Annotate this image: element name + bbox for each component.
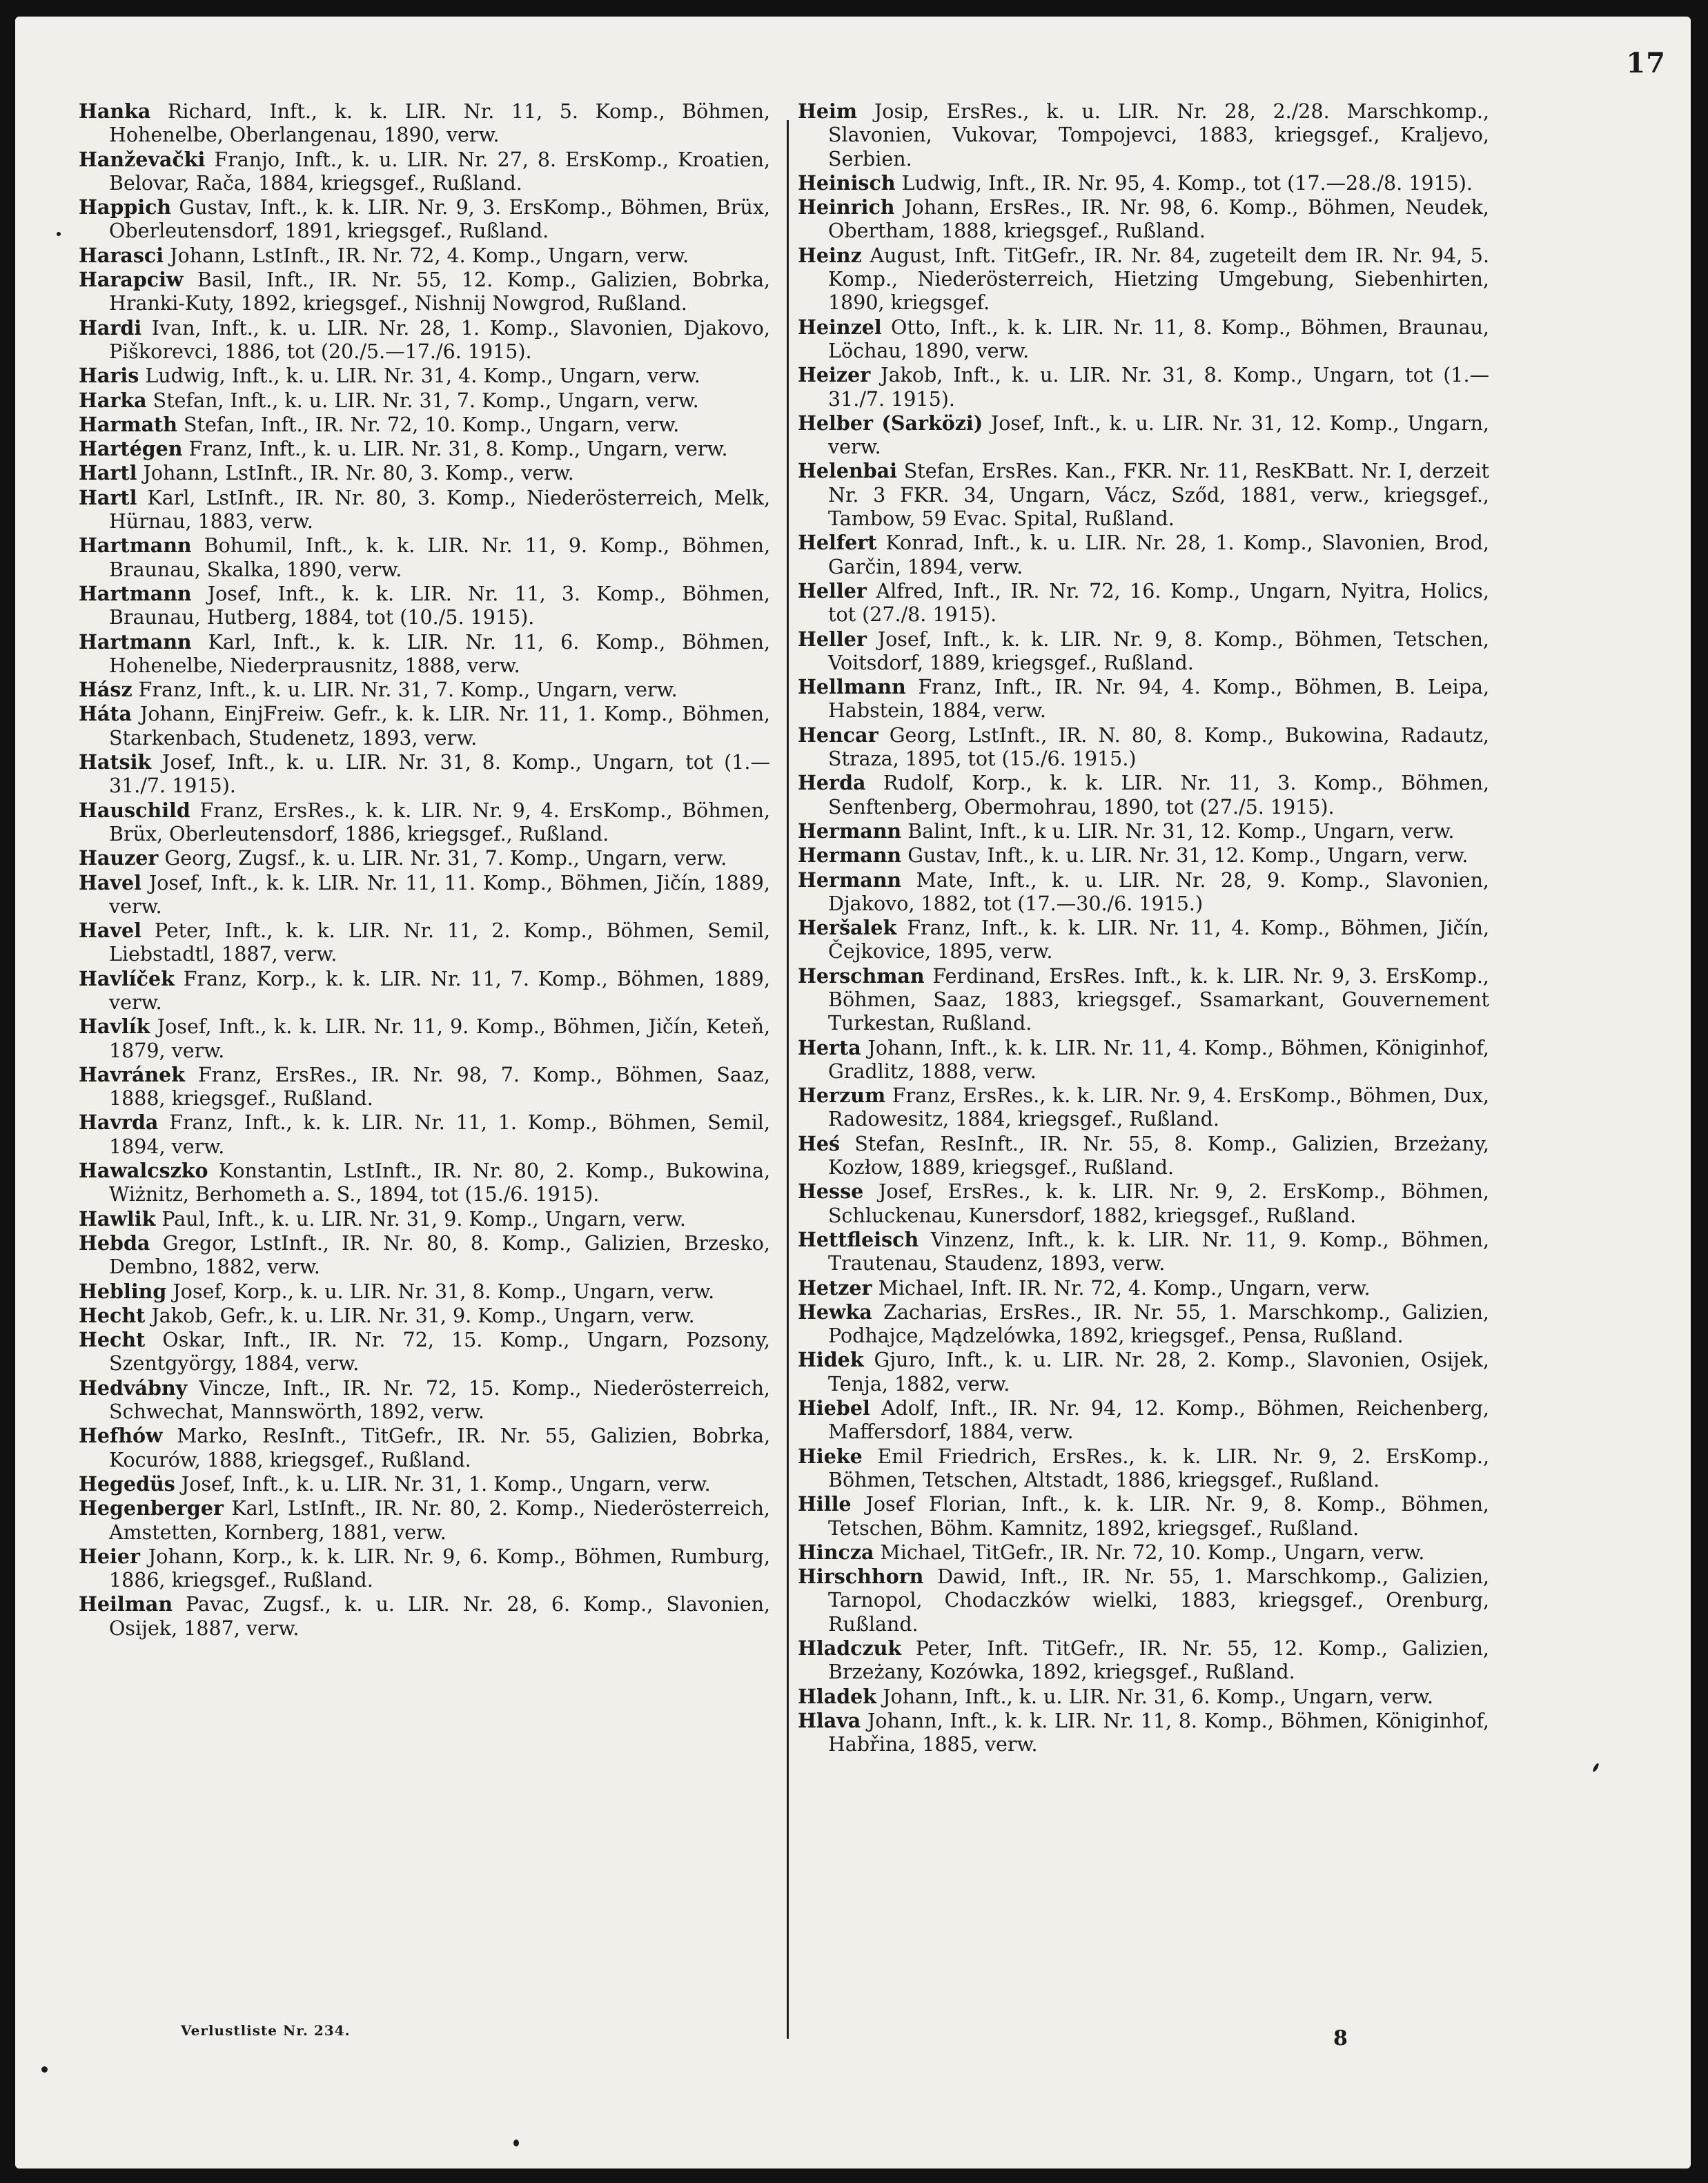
- surname: Hille: [798, 1492, 852, 1516]
- casualty-entry: [798, 1179, 1489, 1228]
- casualty-entry: [79, 389, 770, 413]
- casualty-entry: [79, 413, 770, 437]
- casualty-entry: [79, 1110, 770, 1159]
- entry-details: Ferdinand, ErsRes. Inft., k. k. LIR. Nr. 9, 3. ErsKomp., Böhmen, Saaz, 1883, kriegsgef., Ssamarkant, Gouvernement Turkestan, Rußland.: [828, 964, 1489, 1035]
- entry-details: Stefan, Inft., k. u. LIR. Nr. 31, 7. Komp., Ungarn, verw.: [146, 389, 699, 412]
- casualty-entry: [79, 1207, 770, 1231]
- surname: Harasci: [79, 243, 164, 267]
- casualty-entry: [798, 1445, 1489, 1493]
- casualty-entry: [798, 99, 1489, 171]
- entry-details: Karl, Inft., k. k. LIR. Nr. 11, 6. Komp., Böhmen, Hohenelbe, Niederprausnitz, 1888, verw.: [109, 630, 770, 677]
- entry-details: Franz, Inft., IR. Nr. 94, 4. Komp., Böhmen, B. Leipa, Habstein, 1884, verw.: [828, 676, 1489, 723]
- surname: Hawlik: [79, 1206, 156, 1231]
- surname: Hartl: [79, 485, 137, 509]
- entry-details: Gregor, LstInft., IR. Nr. 80, 8. Komp., Galizien, Brzesko, Dembno, 1882, verw.: [109, 1231, 770, 1279]
- casualty-entry: [798, 1709, 1489, 1757]
- entry-details: Bohumil, Inft., k. k. LIR. Nr. 11, 9. Komp., Böhmen, Braunau, Skalka, 1890, verw.: [109, 534, 770, 581]
- surname: Heller: [798, 578, 867, 603]
- casualty-entry: [798, 1348, 1489, 1396]
- entry-details: Konrad, Inft., k. u. LIR. Nr. 28, 1. Komp., Slavonien, Brod, Garčin, 1894, verw.: [828, 531, 1489, 578]
- entry-details: Franz, Inft., k. k. LIR. Nr. 11, 4. Komp., Böhmen, Jičín, Čejkovice, 1895, verw.: [828, 917, 1489, 963]
- entry-details: Josef, Inft., k. u. LIR. Nr. 31, 8. Komp., Ungarn, tot (1.—31./7. 1915).: [109, 751, 770, 798]
- page-number: 17: [1626, 47, 1666, 79]
- casualty-entry: [798, 1492, 1489, 1540]
- casualty-entry: [798, 819, 1489, 843]
- casualty-entry: [79, 148, 770, 196]
- entry-details: Gustav, Inft., k. k. LIR. Nr. 9, 3. ErsKomp., Böhmen, Brüx, Oberleutensdorf, 1891, kriegsgef., Rußland.: [109, 196, 770, 243]
- surname: Harmath: [79, 412, 177, 436]
- entry-details: Peter, Inft. TitGefr., IR. Nr. 55, 12. Komp., Galizien, Brzeżany, Kozówka, 1892, kriegsgef., Rußland.: [828, 1637, 1489, 1684]
- column-divider: [787, 120, 789, 2039]
- entry-details: Ludwig, Inft., k. u. LIR. Nr. 31, 4. Komp., Ungarn, verw.: [139, 364, 700, 388]
- surname: Hermann: [798, 868, 902, 892]
- entry-details: Stefan, ErsRes. Kan., FKR. Nr. 11, ResKBatt. Nr. I, derzeit Nr. 3 FKR. 34, Ungarn, Vácz, Sződ, 1881, verw., kriegsgef., Tambow, 59 Evac. Spital, Rußland.: [828, 460, 1489, 531]
- casualty-entry: [798, 916, 1489, 964]
- surname: Hermann: [798, 843, 902, 868]
- surname: Haris: [79, 364, 139, 388]
- entry-details: Dawid, Inft., IR. Nr. 55, 1. Marschkomp., Galizien, Tarnopol, Chodaczków wielki, 1883, kriegsgef., Orenburg, Rußland.: [828, 1565, 1489, 1636]
- casualty-entry: [79, 1424, 770, 1472]
- surname: Hencar: [798, 723, 878, 747]
- entry-details: Otto, Inft., k. k. LIR. Nr. 11, 8. Komp., Böhmen, Braunau, Löchau, 1890, verw.: [828, 315, 1489, 362]
- entry-details: Emil Friedrich, ErsRes., k. k. LIR. Nr. 9, 2. ErsKomp., Böhmen, Tetschen, Altstadt, 1886, kriegsgef., Rußland.: [828, 1445, 1489, 1491]
- surname: Hecht: [79, 1303, 146, 1327]
- surname: Helenbai: [798, 459, 897, 483]
- entry-details: Josef, ErsRes., k. k. LIR. Nr. 9, 2. ErsKomp., Böhmen, Schluckenau, Kunersdorf, 1882, kriegsgef., Rußland.: [828, 1180, 1489, 1227]
- entry-details: Stefan, ResInft., IR. Nr. 55, 8. Komp., Galizien, Brzeżany, Kozłow, 1889, kriegsgef., Rußland.: [828, 1132, 1489, 1179]
- surname: Heinzel: [798, 315, 882, 339]
- casualty-entry: [79, 1376, 770, 1425]
- surname: Herschman: [798, 963, 925, 988]
- entry-details: Georg, LstInft., IR. N. 80, 8. Komp., Bukowina, Radautz, Straza, 1895, tot (15./6. 1915.): [828, 723, 1489, 771]
- surname: Harka: [79, 388, 147, 412]
- casualty-entry: [79, 1496, 770, 1545]
- casualty-entry: [79, 1231, 770, 1280]
- casualty-entry: [798, 1300, 1489, 1349]
- surname: Hincza: [798, 1540, 874, 1564]
- entry-details: Michael, Inft. IR. Nr. 72, 4. Komp., Ungarn, verw.: [872, 1276, 1371, 1300]
- entry-details: Franz, Inft., k. k. LIR. Nr. 11, 1. Komp., Böhmen, Semil, 1894, verw.: [109, 1111, 770, 1158]
- right-column: [798, 99, 1489, 1756]
- entry-details: Balint, Inft., k u. LIR. Nr. 31, 12. Komp., Ungarn, verw.: [901, 819, 1455, 843]
- entry-details: Vinzenz, Inft., k. k. LIR. Nr. 11, 9. Komp., Böhmen, Trautenau, Staudenz, 1893, verw.: [828, 1228, 1489, 1275]
- casualty-entry: [79, 1063, 770, 1111]
- entry-details: Josef Florian, Inft., k. k. LIR. Nr. 9, 8. Komp., Böhmen, Tetschen, Böhm. Kamnitz, 1892, kriegsgef., Rußland.: [828, 1493, 1489, 1540]
- surname: Hauschild: [79, 798, 190, 822]
- casualty-entry: [798, 1084, 1489, 1132]
- entry-details: Johann, Inft., k. k. LIR. Nr. 11, 8. Komp., Böhmen, Königinhof, Habřina, 1885, verw.: [828, 1709, 1489, 1756]
- entry-details: Johann, Inft., k. u. LIR. Nr. 31, 6. Komp., Ungarn, verw.: [876, 1685, 1433, 1708]
- entry-details: Oskar, Inft., IR. Nr. 72, 15. Komp., Ungarn, Pozsony, Szentgyörgy, 1884, verw.: [109, 1329, 770, 1376]
- surname: Heilman: [79, 1592, 173, 1616]
- casualty-entry: [79, 486, 770, 534]
- entry-details: Ludwig, Inft., IR. Nr. 95, 4. Komp., tot (17.—28./8. 1915).: [895, 171, 1473, 195]
- casualty-entry: [79, 244, 770, 268]
- casualty-entry: [798, 1276, 1489, 1300]
- surname: Hartmann: [79, 533, 192, 558]
- entry-details: Josef, Inft., k. u. LIR. Nr. 31, 1. Komp., Ungarn, verw.: [175, 1472, 711, 1496]
- surname: Hetzer: [798, 1275, 872, 1300]
- surname: Hidek: [798, 1348, 864, 1372]
- entry-details: Franz, ErsRes., k. k. LIR. Nr. 9, 4. ErsKomp., Böhmen, Brüx, Oberleutensdorf, 1886, kriegsgef., Rußland.: [109, 799, 770, 845]
- entry-details: Josef, Inft., k. k. LIR. Nr. 11, 9. Komp., Böhmen, Jičín, Keteň, 1879, verw.: [109, 1015, 770, 1062]
- casualty-entry: [79, 1592, 770, 1641]
- surname: Hartmann: [79, 629, 192, 654]
- column-end-mark: 8: [1333, 2026, 1348, 2050]
- entry-details: Stefan, Inft., IR. Nr. 72, 10. Komp., Ungarn, verw.: [177, 413, 680, 436]
- entry-details: Karl, LstInft., IR. Nr. 80, 3. Komp., Niederösterreich, Melk, Hürnau, 1883, verw.: [109, 486, 770, 533]
- surname: Hardi: [79, 315, 142, 340]
- casualty-entry: [79, 678, 770, 702]
- surname: Hatsik: [79, 750, 152, 774]
- casualty-entry: [79, 630, 770, 678]
- casualty-entry: [79, 750, 770, 799]
- casualty-entry: [79, 1304, 770, 1328]
- casualty-entry: [798, 1396, 1489, 1445]
- surname: Hegedüs: [79, 1471, 175, 1496]
- entry-details: Michael, TitGefr., IR. Nr. 72, 10. Komp., Ungarn, verw.: [874, 1540, 1425, 1564]
- casualty-entry: [79, 871, 770, 919]
- surname: Hebda: [79, 1231, 150, 1255]
- casualty-entry: [798, 315, 1489, 364]
- ink-speck: [41, 2066, 48, 2073]
- casualty-entry: [798, 843, 1489, 868]
- surname: Heś: [798, 1131, 841, 1155]
- surname: Hermann: [798, 819, 902, 843]
- entry-details: Josef, Inft., k. k. LIR. Nr. 9, 8. Komp., Böhmen, Tetschen, Voitsdorf, 1889, kriegsgef., Rußland.: [828, 627, 1489, 674]
- casualty-entry: [79, 702, 770, 750]
- surname: Hartégen: [79, 437, 183, 461]
- casualty-entry: [79, 1472, 770, 1496]
- entry-details: Pavac, Zugsf., k. u. LIR. Nr. 28, 6. Komp., Slavonien, Osijek, 1887, verw.: [109, 1593, 770, 1640]
- surname: Havlík: [79, 1015, 150, 1039]
- entry-details: Josip, ErsRes., k. u. LIR. Nr. 28, 2./28. Marschkomp., Slavonien, Vukovar, Tompojevci, 1883, kriegsgef., Kraljevo, Serbien.: [828, 100, 1489, 170]
- casualty-entry: [798, 171, 1489, 195]
- surname: Havlíček: [79, 966, 175, 990]
- entry-details: Josef, Korp., k. u. LIR. Nr. 31, 8. Komp., Ungarn, verw.: [166, 1280, 715, 1303]
- casualty-entry: [798, 1036, 1489, 1084]
- entry-details: Gjuro, Inft., k. u. LIR. Nr. 28, 2. Komp., Slavonien, Osijek, Tenja, 1882, verw.: [828, 1349, 1489, 1396]
- ink-speck: [513, 2140, 519, 2146]
- surname: Havel: [79, 919, 141, 943]
- entry-details: Konstantin, LstInft., IR. Nr. 80, 2. Komp., Bukowina, Wiżnitz, Berhometh a. S., 1894, tot (15./6. 1915).: [109, 1159, 770, 1206]
- entry-details: Josef, Inft., k. k. LIR. Nr. 11, 11. Komp., Böhmen, Jičín, 1889, verw.: [109, 871, 770, 918]
- casualty-entry: [79, 919, 770, 967]
- surname: Havránek: [79, 1062, 186, 1086]
- surname: Herta: [798, 1035, 861, 1059]
- surname: Hanka: [79, 99, 151, 123]
- entry-details: Ivan, Inft., k. u. LIR. Nr. 28, 1. Komp., Slavonien, Djakovo, Piškorevci, 1886, tot (20./5.—17./6. 1915).: [109, 316, 770, 363]
- entry-details: Richard, Inft., k. k. LIR. Nr. 11, 5. Komp., Böhmen, Hohenelbe, Oberlangenau, 1890, verw.: [109, 100, 770, 147]
- casualty-entry: [79, 1328, 770, 1376]
- document-page: [15, 17, 1691, 2169]
- casualty-entry: [798, 771, 1489, 819]
- surname: Heier: [79, 1544, 141, 1568]
- entry-details: Basil, Inft., IR. Nr. 55, 12. Komp., Galizien, Bobrka, Hranki-Kuty, 1892, kriegsgef., Nishnij Nowgrod, Rußland.: [109, 268, 770, 315]
- entry-details: Jakob, Gefr., k. u. LIR. Nr. 31, 9. Komp., Ungarn, verw.: [145, 1304, 695, 1327]
- entry-details: Johann, EinjFreiw. Gefr., k. k. LIR. Nr. 11, 1. Komp., Böhmen, Starkenbach, Studenetz, 1893, verw.: [109, 703, 770, 750]
- surname: Hlava: [798, 1708, 861, 1732]
- casualty-entry: [79, 1015, 770, 1063]
- surname: Heim: [798, 99, 858, 123]
- entry-details: Franjo, Inft., k. u. LIR. Nr. 27, 8. ErsKomp., Kroatien, Belovar, Rača, 1884, kriegsgef., Rußland.: [109, 148, 770, 195]
- surname: Hesse: [798, 1179, 864, 1204]
- surname: Hawalcszko: [79, 1159, 208, 1183]
- casualty-entry: [798, 1540, 1489, 1565]
- casualty-entry: [79, 1545, 770, 1593]
- casualty-entry: [798, 1565, 1489, 1636]
- entry-details: Johann, ErsRes., IR. Nr. 98, 6. Komp., Böhmen, Neudek, Obertham, 1888, kriegsgef., Rußland.: [828, 196, 1489, 243]
- entry-details: Georg, Zugsf., k. u. LIR. Nr. 31, 7. Komp., Ungarn, verw.: [158, 847, 727, 870]
- casualty-entry: [798, 244, 1489, 315]
- casualty-entry: [798, 195, 1489, 244]
- entry-details: Paul, Inft., k. u. LIR. Nr. 31, 9. Komp., Ungarn, verw.: [155, 1207, 686, 1231]
- entry-details: Alfred, Inft., IR. Nr. 72, 16. Komp., Ungarn, Nyitra, Holics, tot (27./8. 1915).: [828, 579, 1489, 627]
- surname: Hanževački: [79, 147, 206, 171]
- entry-details: Johann, Inft., k. k. LIR. Nr. 11, 4. Komp., Böhmen, Königinhof, Gradlitz, 1888, verw.: [828, 1036, 1489, 1083]
- entry-details: Zacharias, ErsRes., IR. Nr. 55, 1. Marschkomp., Galizien, Podhajce, Mądzelówka, 1892, kriegsgef., Pensa, Rußland.: [828, 1300, 1489, 1348]
- entry-details: Karl, LstInft., IR. Nr. 80, 2. Komp., Niederösterreich, Amstetten, Kornberg, 1881, verw.: [109, 1497, 770, 1544]
- entry-details: Johann, LstInft., IR. Nr. 80, 3. Komp., verw.: [137, 462, 574, 485]
- entry-details: Johann, Korp., k. k. LIR. Nr. 9, 6. Komp., Böhmen, Rumburg, 1886, kriegsgef., Rußland.: [109, 1545, 770, 1592]
- entry-details: Gustav, Inft., k. u. LIR. Nr. 31, 12. Komp., Ungarn, verw.: [901, 844, 1469, 868]
- entry-details: Vincze, Inft., IR. Nr. 72, 15. Komp., Niederösterreich, Schwechat, Mannswörth, 1892, verw.: [109, 1376, 770, 1424]
- surname: Heršalek: [798, 916, 897, 940]
- casualty-entry: [79, 846, 770, 870]
- surname: Herzum: [798, 1084, 886, 1108]
- entry-details: Franz, Inft., k. u. LIR. Nr. 31, 7. Komp., Ungarn, verw.: [132, 678, 678, 702]
- casualty-entry: [798, 723, 1489, 772]
- casualty-entry: [798, 1132, 1489, 1180]
- casualty-entry: [79, 316, 770, 364]
- surname: Hebling: [79, 1279, 167, 1303]
- entry-details: Mate, Inft., k. u. LIR. Nr. 28, 9. Komp., Slavonien, Djakovo, 1882, tot (17.—30./6. 1915.): [828, 868, 1489, 915]
- surname: Helber (Sarközi): [798, 411, 983, 435]
- surname: Hiebel: [798, 1396, 870, 1420]
- entry-details: Franz, ErsRes., IR. Nr. 98, 7. Komp., Böhmen, Saaz, 1888, kriegsgef., Rußland.: [109, 1063, 770, 1110]
- surname: Havrda: [79, 1110, 159, 1135]
- surname: Heinz: [798, 243, 862, 267]
- surname: Heizer: [798, 363, 871, 387]
- surname: Hieke: [798, 1444, 863, 1468]
- surname: Hedvábny: [79, 1376, 188, 1400]
- surname: Hartl: [79, 461, 137, 485]
- surname: Herda: [798, 771, 866, 795]
- casualty-entry: [79, 195, 770, 244]
- entry-details: Peter, Inft., k. k. LIR. Nr. 11, 2. Komp., Böhmen, Semil, Liebstadtl, 1887, verw.: [109, 919, 770, 966]
- casualty-entry: [798, 675, 1489, 723]
- entry-details: Josef, Inft., k. u. LIR. Nr. 31, 12. Komp., Ungarn, verw.: [828, 411, 1489, 459]
- surname: Hegenberger: [79, 1496, 224, 1520]
- casualty-entry: [79, 582, 770, 630]
- surname: Hladek: [798, 1684, 877, 1708]
- surname: Heinisch: [798, 170, 896, 195]
- casualty-entry: [79, 99, 770, 148]
- surname: Hauzer: [79, 846, 159, 870]
- entry-details: Marko, ResInft., TitGefr., IR. Nr. 55, Galizien, Bobrka, Kocurów, 1888, kriegsgef., Rußland.: [109, 1425, 770, 1471]
- casualty-entry: [798, 459, 1489, 531]
- casualty-entry: [798, 627, 1489, 676]
- casualty-entry: [798, 411, 1489, 460]
- casualty-entry: [79, 1280, 770, 1304]
- ink-speck: [57, 232, 61, 236]
- entry-details: Franz, ErsRes., k. k. LIR. Nr. 9, 4. ErsKomp., Böhmen, Dux, Radowesitz, 1884, kriegsgef., Rußland.: [828, 1084, 1489, 1131]
- surname: Hartmann: [79, 581, 192, 605]
- surname: Helfert: [798, 531, 877, 555]
- entry-details: Rudolf, Korp., k. k. LIR. Nr. 11, 3. Komp., Böhmen, Senftenberg, Obermohrau, 1890, tot (27./5. 1915).: [828, 772, 1489, 819]
- casualty-entry: [798, 868, 1489, 917]
- surname: Hász: [79, 678, 132, 702]
- casualty-entry: [798, 579, 1489, 627]
- surname: Heller: [798, 627, 867, 651]
- entry-details: August, Inft. TitGefr., IR. Nr. 84, zugeteilt dem IR. Nr. 94, 5. Komp., Niederösterreich, Hietzing Umgebung, Siebenhirten, 1890, kriegsgef.: [828, 244, 1489, 315]
- surname: Hirschhorn: [798, 1565, 924, 1589]
- surname: Hettfleisch: [798, 1227, 919, 1251]
- surname: Harapciw: [79, 268, 184, 292]
- surname: Hladczuk: [798, 1636, 902, 1660]
- surname: Hellmann: [798, 675, 906, 699]
- page-footer: Verlustliste Nr. 234.: [181, 2022, 351, 2039]
- surname: Heinrich: [798, 195, 895, 219]
- casualty-entry: [798, 1228, 1489, 1276]
- surname: Happich: [79, 195, 172, 219]
- surname: Hewka: [798, 1300, 872, 1324]
- entry-details: Adolf, Inft., IR. Nr. 94, 12. Komp., Böhmen, Reichenberg, Maffersdorf, 1884, verw.: [828, 1397, 1489, 1444]
- surname: Háta: [79, 702, 132, 726]
- surname: Hecht: [79, 1328, 146, 1352]
- entry-details: Johann, LstInft., IR. Nr. 72, 4. Komp., Ungarn, verw.: [164, 244, 689, 267]
- casualty-entry: [79, 533, 770, 582]
- casualty-entry: [798, 964, 1489, 1036]
- ink-speck: [1592, 1763, 1600, 1773]
- casualty-entry: [79, 799, 770, 847]
- casualty-entry: [79, 364, 770, 388]
- entry-details: Josef, Inft., k. k. LIR. Nr. 11, 3. Komp., Böhmen, Braunau, Hutberg, 1884, tot (10./5. 1915).: [109, 582, 770, 629]
- casualty-entry: [79, 967, 770, 1015]
- entry-details: Franz, Inft., k. u. LIR. Nr. 31, 8. Komp., Ungarn, verw.: [182, 438, 728, 461]
- left-column: [79, 99, 770, 1641]
- entry-details: Jakob, Inft., k. u. LIR. Nr. 31, 8. Komp., Ungarn, tot (1.—31./7. 1915).: [828, 364, 1489, 411]
- casualty-entry: [79, 268, 770, 316]
- casualty-entry: [798, 363, 1489, 411]
- casualty-entry: [798, 531, 1489, 579]
- entry-details: Franz, Korp., k. k. LIR. Nr. 11, 7. Komp., Böhmen, 1889, verw.: [109, 967, 770, 1014]
- casualty-entry: [79, 437, 770, 461]
- casualty-entry: [798, 1636, 1489, 1685]
- surname: Hefhów: [79, 1424, 163, 1448]
- casualty-entry: [798, 1685, 1489, 1709]
- casualty-entry: [79, 461, 770, 485]
- casualty-entry: [79, 1159, 770, 1207]
- surname: Havel: [79, 870, 141, 894]
